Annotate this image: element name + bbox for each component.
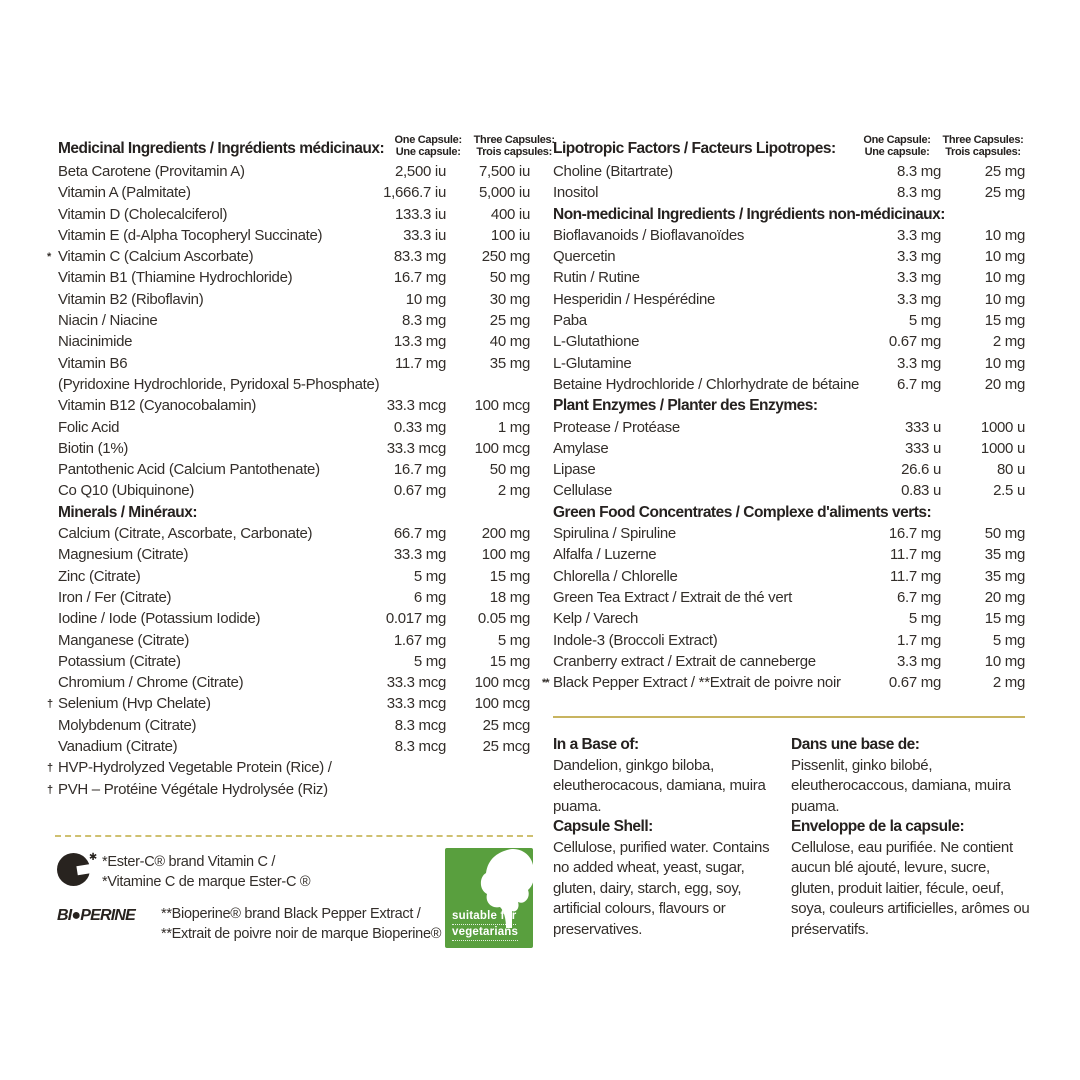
table-row	[553, 630, 1025, 651]
ingredient-name: Magnesium (Citrate)	[58, 546, 189, 564]
table-row	[553, 544, 1025, 565]
right-column-separator-line	[553, 716, 1025, 718]
table-header	[58, 134, 555, 158]
amount-one-capsule: 16.7 mg	[393, 461, 446, 479]
amount-three-capsules: 15 mg	[984, 312, 1025, 330]
column-header-line: Trois capsules:	[476, 145, 552, 158]
footnote-marker: †	[47, 698, 53, 711]
amount-three-capsules: 200 mg	[481, 525, 530, 543]
amount-one-capsule: 3.3 mg	[896, 652, 941, 670]
amount-three-capsules: 7,500 iu	[479, 163, 530, 180]
amount-three-capsules: 2 mg	[992, 333, 1025, 351]
amount-one-capsule: 26.6 u	[901, 461, 941, 479]
table-row	[58, 651, 530, 672]
amount-three-capsules: 18 mg	[489, 588, 530, 606]
amount-one-capsule: 0.83 u	[901, 482, 941, 500]
amount-one-capsule: 5 mg	[908, 312, 941, 330]
amount-one-capsule: 8.3 mcg	[394, 716, 446, 734]
table-row	[58, 523, 530, 544]
amount-one-capsule	[358, 779, 446, 800]
amount-three-capsules: 25 mg	[984, 184, 1025, 202]
amount-one-capsule: 11.7 mg	[890, 567, 941, 585]
amount-one-capsule: 0.67 mg	[888, 333, 941, 351]
table-row	[553, 331, 1025, 352]
amount-three-capsules: 25 mcg	[482, 738, 530, 756]
amount-three-capsules: 10 mg	[984, 652, 1025, 670]
amount-three-capsules: 1000 u	[980, 418, 1025, 436]
amount-one-capsule: 16.7 mg	[888, 525, 941, 543]
amount-three-capsules: 50 mg	[489, 269, 530, 287]
amount-one-capsule	[358, 757, 446, 778]
bioperine-footnote-fr: **Extrait de poivre noir de marque Bioperine®	[161, 925, 442, 942]
amount-one-capsule: 8.3 mg	[401, 312, 446, 330]
amount-three-capsules: 25 mg	[489, 312, 530, 330]
in-a-base-body-en: Dandelion, ginkgo biloba, eleutherocacous, damiana, muira puama.	[553, 756, 766, 815]
section-heading: Minerals / Minéraux:	[58, 503, 198, 521]
ingredient-name: Niacin / Niacine	[58, 312, 158, 330]
amount-one-capsule: 0.017 mg	[385, 610, 446, 628]
table-title: Medicinal Ingredients / Ingrédients médicinaux:	[58, 140, 385, 157]
table-row	[553, 246, 1025, 267]
base-info-en	[553, 735, 785, 940]
table-row	[58, 672, 530, 693]
table-row	[58, 587, 530, 608]
amount-three-capsules: 40 mg	[489, 333, 530, 351]
amount-three-capsules: 50 mg	[984, 525, 1025, 543]
table-row	[47, 757, 530, 778]
ingredient-name: Potassium (Citrate)	[58, 652, 181, 670]
amount-one-capsule: 66.7 mg	[393, 525, 446, 543]
table-row	[553, 608, 1025, 629]
ingredient-name: Vitamin B1 (Thiamine Hydrochloride)	[58, 269, 293, 287]
table-row	[58, 438, 530, 459]
amount-one-capsule: 0.67 mg	[888, 674, 941, 692]
amount-three-capsules: 10 mg	[984, 269, 1025, 287]
amount-three-capsules: 35 mg	[984, 567, 1025, 585]
ingredient-name: Chromium / Chrome (Citrate)	[58, 674, 244, 692]
table-row	[553, 417, 1025, 438]
amount-one-capsule: 8.3 mg	[896, 184, 941, 202]
amount-three-capsules: 15 mg	[984, 610, 1025, 628]
ingredient-name: Co Q10 (Ubiquinone)	[58, 482, 195, 500]
amount-three-capsules: 2 mg	[992, 674, 1025, 692]
table-row	[58, 204, 530, 225]
amount-three-capsules: 400 iu	[490, 205, 530, 223]
table-row	[58, 310, 530, 331]
amount-one-capsule: 333 u	[904, 439, 941, 457]
table-row	[553, 587, 1025, 608]
ingredient-name: L-Glutamine	[553, 354, 632, 372]
ester-c-footnote-lines	[102, 853, 310, 892]
table-row	[553, 267, 1025, 288]
amount-three-capsules: 50 mg	[489, 461, 530, 479]
table-row	[58, 182, 530, 203]
table-row	[47, 779, 530, 800]
amount-three-capsules: 80 u	[997, 461, 1025, 479]
amount-three-capsules: 10 mg	[984, 226, 1025, 244]
amount-one-capsule: 10 mg	[405, 290, 446, 308]
amount-one-capsule: 0.33 mg	[393, 418, 446, 436]
amount-one-capsule: 11.7 mg	[395, 354, 446, 372]
ingredient-name: Choline (Bitartrate)	[553, 163, 673, 180]
amount-one-capsule: 33.3 mcg	[386, 397, 446, 415]
column-header-three-capsule	[472, 135, 556, 158]
badge-line-1: suitable for	[452, 909, 516, 925]
section-heading: Green Food Concentrates / Complexe d'aliments verts:	[553, 503, 932, 521]
footnote-marker: **	[542, 677, 549, 690]
amount-three-capsules: 15 mg	[489, 652, 530, 670]
amount-one-capsule: 6 mg	[413, 588, 446, 606]
table-row	[542, 672, 1025, 693]
amount-three-capsules: 5 mg	[992, 631, 1025, 649]
table-row	[58, 225, 530, 246]
table-row	[553, 161, 1025, 182]
base-info-section	[553, 735, 1035, 940]
ingredient-name: Bioflavanoids / Bioflavanoïdes	[553, 226, 745, 244]
ingredient-name: Beta Carotene (Provitamin A)	[58, 163, 245, 180]
amount-three-capsules	[446, 374, 530, 395]
amount-three-capsules: 35 mg	[489, 354, 530, 372]
amount-one-capsule: 83.3 mg	[393, 248, 446, 266]
amount-one-capsule: 3.3 mg	[896, 226, 941, 244]
ingredient-name: Iron / Fer (Citrate)	[58, 588, 172, 606]
table-row	[553, 310, 1025, 331]
ingredient-name: Vanadium (Citrate)	[58, 738, 178, 756]
ingredient-name: Vitamin C (Calcium Ascorbate)	[58, 248, 254, 266]
column-header-line: Three Capsules:	[473, 134, 555, 146]
amount-three-capsules: 15 mg	[489, 567, 530, 585]
in-a-base-body-fr: Pissenlit, ginko bilobé, eleutherocaccous, damiana, muira puama.	[791, 756, 1011, 815]
amount-three-capsules: 100 mcg	[474, 439, 530, 457]
ingredient-name: Quercetin	[553, 248, 616, 266]
table-row	[553, 480, 1025, 501]
table-row	[58, 544, 530, 565]
amount-three-capsules: 2 mg	[497, 482, 530, 500]
amount-three-capsules: 10 mg	[984, 354, 1025, 372]
ingredient-name: Spirulina / Spiruline	[553, 525, 676, 543]
ingredient-name: Vitamin B6	[58, 354, 128, 372]
ingredient-name: Vitamin E (d-Alpha Tocopheryl Succinate)	[58, 226, 323, 244]
amount-one-capsule: 333 u	[904, 418, 941, 436]
amount-one-capsule: 13.3 mg	[393, 333, 446, 351]
amount-one-capsule: 5 mg	[413, 567, 446, 585]
ingredient-name: Hesperidin / Hespérédine	[553, 290, 716, 308]
column-header-line: Trois capsules:	[945, 145, 1021, 158]
table-row	[47, 246, 530, 267]
ingredient-name: Alfalfa / Luzerne	[553, 546, 657, 564]
ingredient-name: Pantothenic Acid (Calcium Pantothenate)	[58, 461, 320, 479]
table-row	[58, 459, 530, 480]
table-row	[47, 693, 530, 714]
section-heading: Non-medicinal Ingredients / Ingrédients non-médicinaux:	[553, 205, 945, 223]
table-row	[553, 374, 1025, 395]
ingredient-name: Folic Acid	[58, 418, 120, 436]
ingredient-name: (Pyridoxine Hydrochloride, Pyridoxal 5-Phosphate)	[58, 375, 380, 393]
amount-one-capsule: 6.7 mg	[896, 588, 941, 606]
table-row	[58, 417, 530, 438]
amount-three-capsules: 100 iu	[490, 226, 530, 244]
ingredient-name: Molybdenum (Citrate)	[58, 716, 197, 734]
amount-one-capsule: 33.3 iu	[403, 226, 446, 244]
amount-one-capsule: 3.3 mg	[896, 290, 941, 308]
footnote-marker: †	[47, 762, 53, 775]
table-row	[58, 374, 530, 395]
ingredient-name: Vitamin B2 (Riboflavin)	[58, 290, 204, 308]
bioperine-footnote-lines	[161, 905, 441, 944]
table-title: Lipotropic Factors / Facteurs Lipotropes:	[553, 140, 836, 157]
amount-three-capsules: 35 mg	[984, 546, 1025, 564]
section-heading: Plant Enzymes / Planter des Enzymes:	[553, 397, 818, 415]
table-row	[58, 736, 530, 757]
table-row	[553, 651, 1025, 672]
amount-one-capsule: 1.7 mg	[896, 631, 941, 649]
amount-three-capsules: 10 mg	[984, 290, 1025, 308]
amount-three-capsules: 2.5 u	[993, 482, 1025, 500]
badge-line-2: vegetarians	[452, 925, 518, 941]
footnote-marker: *	[47, 251, 51, 264]
capsule-shell-body-fr: Cellulose, eau purifiée. Ne contient aucun blé ajouté, levure, sucre, gluten, produit laitier, fécule, oeuf, soya, couleurs artificielles, arômes ou préservatifs.	[791, 838, 1030, 938]
ingredient-name: Zinc (Citrate)	[58, 567, 141, 585]
amount-one-capsule: 8.3 mg	[896, 163, 941, 180]
in-a-base-heading-fr: Dans une base de:	[791, 736, 920, 753]
table-row	[553, 225, 1025, 246]
ester-c-footnote	[57, 853, 310, 892]
amount-one-capsule: 1,666.7 iu	[383, 184, 446, 202]
ingredient-name: Selenium (Hvp Chelate)	[58, 695, 211, 713]
amount-three-capsules: 5 mg	[497, 631, 530, 649]
bioperine-logo-icon: BI●PERINE	[57, 907, 136, 924]
column-header-one-capsule	[853, 135, 941, 158]
ingredient-name: Cranberry extract / Extrait de canneberge	[553, 652, 816, 670]
ingredient-name: Indole-3 (Broccoli Extract)	[553, 631, 718, 649]
table-header	[553, 135, 1025, 158]
amount-one-capsule	[358, 374, 446, 395]
table-row	[553, 353, 1025, 374]
ingredient-name: Vitamin D (Cholecalciferol)	[58, 205, 228, 223]
amount-one-capsule: 5 mg	[413, 652, 446, 670]
amount-one-capsule: 1.67 mg	[393, 631, 446, 649]
column-header-three-capsule	[941, 135, 1025, 158]
table-row	[58, 566, 530, 587]
ester-c-footnote-fr: *Vitamine C de marque Ester-C ®	[102, 873, 311, 890]
table-row	[58, 608, 530, 629]
amount-one-capsule: 6.7 mg	[896, 375, 941, 393]
amount-three-capsules: 1000 u	[980, 439, 1025, 457]
amount-one-capsule: 0.67 mg	[393, 482, 446, 500]
table-row	[58, 395, 530, 416]
table-row	[58, 161, 530, 182]
table-row	[58, 331, 530, 352]
badge-text	[452, 909, 518, 941]
ingredient-name: Rutin / Rutine	[553, 269, 640, 287]
capsule-shell-heading-fr: Enveloppe de la capsule:	[791, 818, 965, 835]
amount-one-capsule: 3.3 mg	[896, 354, 941, 372]
table-row	[553, 566, 1025, 587]
column-header-line: Une capsule:	[864, 145, 930, 158]
column-header-line: One Capsule:	[863, 134, 931, 146]
table-row	[58, 715, 530, 736]
lipotropic-factors-table	[542, 134, 1025, 693]
amount-three-capsules: 20 mg	[984, 375, 1025, 393]
bioperine-footnote-en: **Bioperine® brand Black Pepper Extract /	[161, 906, 421, 922]
table-row	[553, 523, 1025, 544]
amount-three-capsules: 25 mcg	[482, 716, 530, 734]
amount-three-capsules: 100 mcg	[474, 674, 530, 692]
capsule-shell-heading-en: Capsule Shell:	[553, 818, 653, 835]
amount-three-capsules: 25 mg	[984, 163, 1025, 180]
amount-one-capsule: 33.3 mcg	[386, 695, 446, 713]
ingredient-name: Inositol	[553, 184, 599, 202]
amount-one-capsule: 8.3 mcg	[394, 738, 446, 756]
footnote-marker: †	[47, 783, 53, 796]
in-a-base-heading-en: In a Base of:	[553, 736, 639, 753]
ingredient-name: Cellulase	[553, 482, 612, 500]
ingredient-name: Niacinimide	[58, 333, 133, 351]
table-row	[553, 438, 1025, 459]
amount-one-capsule: 33.3 mcg	[386, 674, 446, 692]
amount-one-capsule: 3.3 mg	[896, 248, 941, 266]
amount-three-capsules: 30 mg	[489, 290, 530, 308]
ingredient-name: Amylase	[553, 439, 609, 457]
amount-one-capsule: 133.3 iu	[395, 205, 446, 223]
ingredient-name: Biotin (1%)	[58, 439, 129, 457]
column-header-line: One Capsule:	[394, 134, 462, 146]
ingredient-name: Vitamin B12 (Cyanocobalamin)	[58, 397, 257, 415]
column-header-one-capsule	[384, 135, 472, 158]
left-column-dashed-separator	[55, 835, 533, 837]
table-row	[58, 353, 530, 374]
table-row	[553, 459, 1025, 480]
ingredient-name: Manganese (Citrate)	[58, 631, 190, 649]
table-row	[553, 289, 1025, 310]
column-header-line: Une capsule:	[395, 145, 461, 158]
ingredient-name: Protease / Protéase	[553, 418, 680, 436]
table-row	[58, 480, 530, 501]
amount-three-capsules: 0.05 mg	[477, 610, 530, 628]
amount-three-capsules: 10 mg	[984, 248, 1025, 266]
amount-one-capsule: 33.3 mg	[393, 546, 446, 564]
ingredient-name: Betaine Hydrochloride / Chlorhydrate de bétaine	[553, 375, 860, 393]
ingredient-name: Green Tea Extract / Extrait de thé vert	[553, 588, 792, 606]
medicinal-ingredients-table	[47, 134, 555, 800]
ingredient-name: Black Pepper Extract / **Extrait de poivre noir	[553, 674, 841, 692]
ingredient-name: Iodine / Iode (Potassium Iodide)	[58, 610, 261, 628]
amount-one-capsule: 3.3 mg	[896, 269, 941, 287]
ingredient-name: Kelp / Varech	[553, 610, 639, 628]
amount-three-capsules: 1 mg	[497, 418, 530, 436]
ingredient-name: Chlorella / Chlorelle	[553, 567, 678, 585]
amount-three-capsules	[446, 779, 530, 800]
amount-three-capsules: 5,000 iu	[479, 184, 530, 202]
amount-three-capsules: 100 mg	[481, 546, 530, 564]
amount-one-capsule: 5 mg	[908, 610, 941, 628]
suitable-for-vegetarians-badge	[445, 848, 533, 948]
amount-one-capsule: 16.7 mg	[393, 269, 446, 287]
amount-three-capsules	[446, 757, 530, 778]
amount-three-capsules: 100 mcg	[474, 695, 530, 713]
ingredient-name: HVP-Hydrolyzed Vegetable Protein (Rice) /	[58, 759, 332, 777]
table-row	[58, 289, 530, 310]
capsule-shell-body-en: Cellulose, purified water. Contains no added wheat, yeast, sugar, gluten, dairy, starch, egg, soy, artificial colours, flavours or preservatives.	[553, 838, 770, 938]
bioperine-footnote	[57, 905, 441, 944]
ingredient-name: Calcium (Citrate, Ascorbate, Carbonate)	[58, 525, 313, 543]
ester-c-footnote-en: *Ester-C® brand Vitamin C /	[102, 854, 276, 870]
ingredient-name: L-Glutathione	[553, 333, 640, 351]
table-row	[58, 267, 530, 288]
ester-c-logo-icon	[57, 853, 90, 886]
amount-one-capsule: 11.7 mg	[890, 546, 941, 564]
column-header-line: Three Capsules:	[942, 134, 1024, 146]
ingredient-name: Vitamin A (Palmitate)	[58, 184, 191, 202]
amount-one-capsule: 2,500 iu	[395, 163, 446, 180]
amount-one-capsule: 33.3 mcg	[386, 439, 446, 457]
amount-three-capsules: 100 mcg	[474, 397, 530, 415]
ingredient-name: Paba	[553, 312, 587, 330]
amount-three-capsules: 20 mg	[984, 588, 1025, 606]
ingredient-name: Lipase	[553, 461, 596, 479]
base-info-fr	[791, 735, 1035, 940]
ingredient-name: PVH – Protéine Végétale Hydrolysée (Riz)	[58, 780, 328, 798]
table-row	[553, 182, 1025, 203]
amount-three-capsules: 250 mg	[481, 248, 530, 266]
table-row	[58, 630, 530, 651]
